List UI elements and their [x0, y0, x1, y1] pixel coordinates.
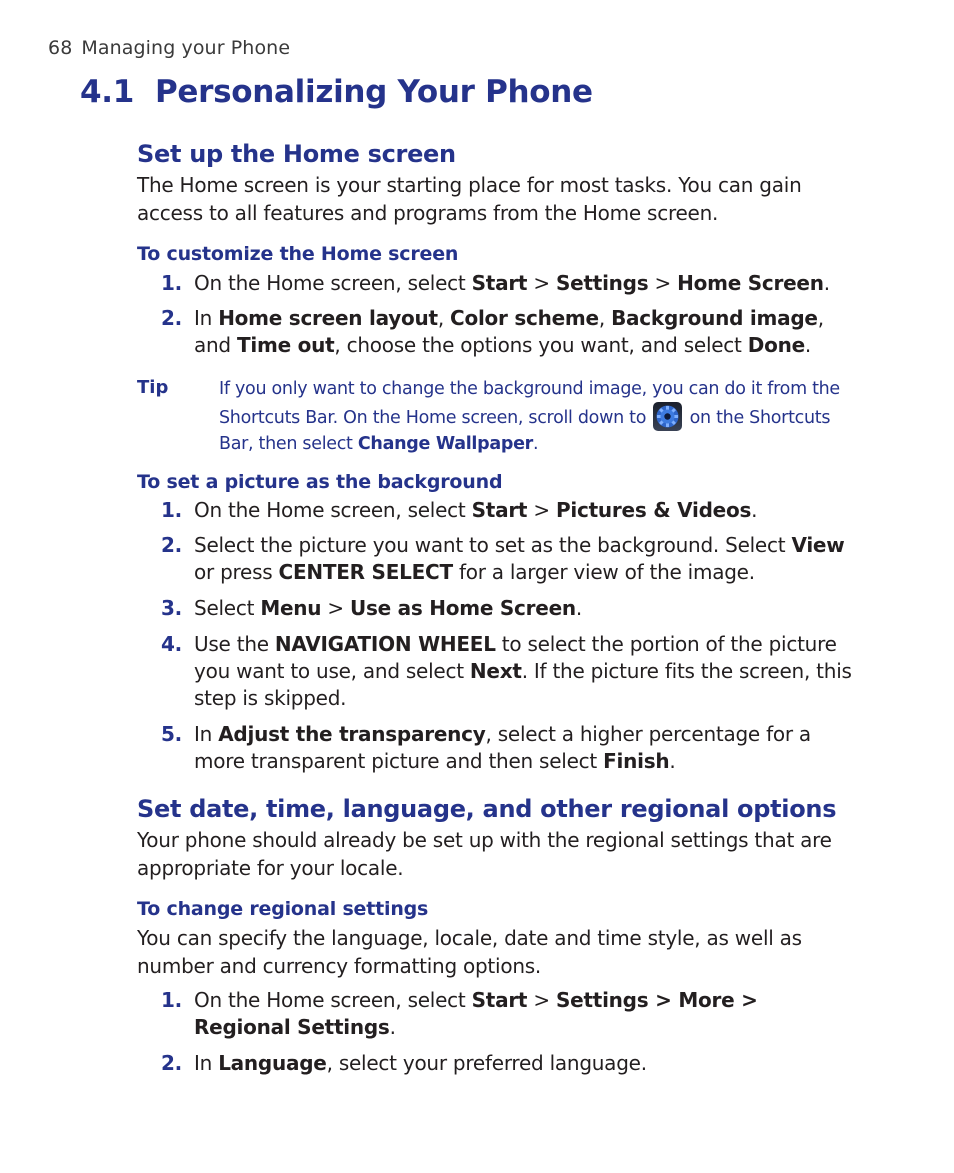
step-text: Select Menu > Use as Home Screen.: [194, 596, 582, 620]
regional-intro: Your phone should already be set up with the regional settings that are appropriate for your locale.: [137, 828, 832, 880]
step-text: In Home screen layout, Color scheme, Background image, and Time out, choose the options you want, and select Done.: [194, 306, 824, 357]
tip-text: If you only want to change the background image, you can do it from the Shortcuts Bar. On the Home screen, scroll down to on the Shortcuts Bar, then select Change Wallpaper.: [219, 379, 840, 454]
heading-customize-home: To customize the Home screen: [137, 243, 459, 265]
home-screen-intro: The Home screen is your starting place for most tasks. You can gain access to all features and programs from the Home screen.: [137, 173, 802, 225]
step-number: 3.: [161, 596, 183, 620]
step-text: In Adjust the transparency, select a higher percentage for a more transparent picture and then select Finish.: [194, 722, 811, 773]
running-section-title: Managing your Phone: [81, 37, 291, 59]
step-text: Select the picture you want to set as the background. Select View or press CENTER SELECT for a larger view of the image.: [194, 533, 845, 584]
heading-regional-options: Set date, time, language, and other regional options: [137, 795, 837, 823]
tip-label: Tip: [137, 377, 169, 398]
step-number: 2.: [161, 533, 183, 557]
step-text: In Language, select your preferred language.: [194, 1051, 647, 1075]
step-text: On the Home screen, select Start > Pictures & Videos.: [194, 498, 758, 522]
chapter-title: 4.1 Personalizing Your Phone: [80, 74, 593, 110]
step-number: 1.: [161, 271, 183, 295]
step-number: 2.: [161, 1051, 183, 1075]
page-number: 68: [48, 37, 73, 59]
step-number: 1.: [161, 498, 183, 522]
heading-change-regional: To change regional settings: [137, 898, 429, 920]
step-text: On the Home screen, select Start > Settings > Home Screen.: [194, 271, 830, 295]
page-header: [48, 37, 290, 59]
settings-gear-icon: [653, 402, 682, 431]
step-text: On the Home screen, select Start > Settings > More > Regional Settings.: [194, 988, 758, 1039]
step-text: Use the NAVIGATION WHEEL to select the portion of the picture you want to use, and select Next. If the picture fits the screen, this step is skipped.: [194, 632, 852, 710]
heading-picture-background: To set a picture as the background: [137, 471, 503, 493]
change-regional-intro: You can specify the language, locale, date and time style, as well as number and currency formatting options.: [137, 926, 802, 978]
step-number: 5.: [161, 722, 183, 746]
step-number: 1.: [161, 988, 183, 1012]
step-number: 2.: [161, 306, 183, 330]
step-number: 4.: [161, 632, 183, 656]
heading-home-screen: Set up the Home screen: [137, 140, 456, 168]
